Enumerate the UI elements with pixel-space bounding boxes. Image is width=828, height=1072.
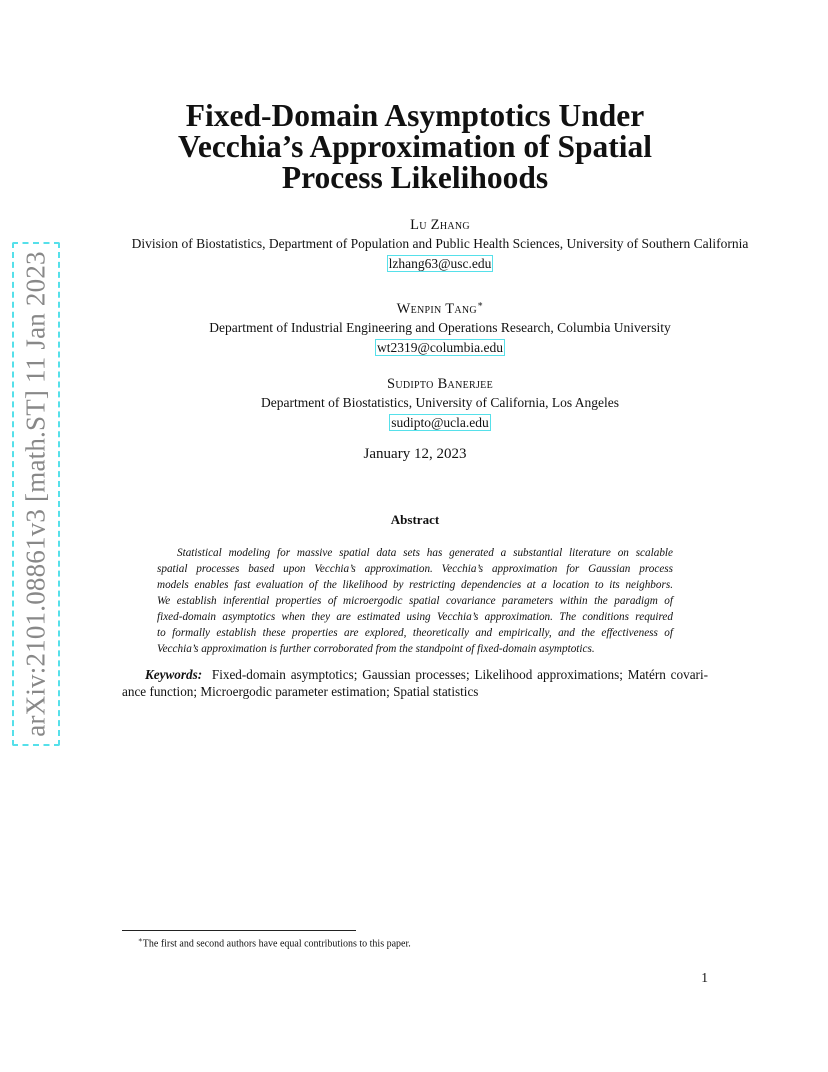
author-block-tang bbox=[100, 295, 780, 357]
keywords-text: Fixed-domain asymptotics; Gaussian processes; Likelihood approximations; Matérn covari- bbox=[211, 667, 708, 682]
abstract-heading: Abstract bbox=[390, 512, 440, 527]
author-name: Lu Zhang bbox=[410, 217, 470, 233]
paper-date: January 12, 2023 bbox=[363, 446, 467, 462]
keywords-line bbox=[122, 666, 708, 683]
arxiv-stamp-text[interactable]: arXiv:2101.08861v3 [math.ST] 11 Jan 2023 bbox=[20, 251, 51, 737]
paper-title bbox=[120, 100, 710, 193]
footnote-marker[interactable]: ∗ bbox=[476, 299, 484, 309]
abstract-line: spatial processes based upon Vecchia’s approximation. Vecchia’s approximation for Gaussian process bbox=[157, 563, 673, 575]
abstract-line: Statistical modeling for massive spatial data sets has generated a substantial literature on scalable bbox=[177, 547, 673, 559]
keywords bbox=[122, 666, 708, 700]
title-line: Process Likelihoods bbox=[281, 160, 549, 195]
footnote-mark: ∗ bbox=[138, 936, 143, 944]
page-number: 1 bbox=[701, 970, 708, 985]
abstract-line: to formally establish these properties are explored, theoretically and empirically, and the effectiveness of bbox=[157, 627, 673, 639]
author-affiliation: Department of Industrial Engineering and Operations Research, Columbia University bbox=[209, 319, 671, 335]
title-line: Fixed-Domain Asymptotics Under bbox=[185, 98, 645, 133]
abstract-body bbox=[157, 545, 673, 657]
abstract-line: fixed-domain asymptotics when they are estimated using Vecchia’s approximation. The conditions required bbox=[157, 611, 673, 623]
keywords-label: Keywords: bbox=[145, 667, 203, 682]
abstract-line: We establish inferential properties of microergodic spatial covariance parameters within the paradigm of bbox=[157, 595, 673, 607]
author-block-banerjee bbox=[100, 375, 780, 432]
author-affiliation: Department of Biostatistics, University of California, Los Angeles bbox=[260, 395, 620, 410]
abstract-line: Vecchia’s approximation is further corroborated from the standpoint of fixed-domain asymptotics. bbox=[157, 643, 595, 655]
author-email-link[interactable]: lzhang63@usc.edu bbox=[388, 256, 492, 271]
author-name: Sudipto Banerjee bbox=[387, 376, 493, 392]
author-affiliation: Division of Biostatistics, Department of Population and Public Health Sciences, University of Southern California bbox=[131, 236, 749, 251]
author-email-link[interactable]: sudipto@ucla.edu bbox=[391, 415, 489, 430]
abstract-line: models enables fast evaluation of the likelihood by restricting dependencies at a location to its neighbors. bbox=[157, 579, 673, 591]
footnote bbox=[138, 934, 411, 950]
author-name: Wenpin Tang∗ bbox=[396, 299, 484, 317]
arxiv-stamp[interactable] bbox=[12, 242, 60, 746]
author-email-link[interactable]: wt2319@columbia.edu bbox=[376, 339, 504, 355]
footnote-divider bbox=[122, 930, 356, 931]
author-block-zhang bbox=[100, 216, 780, 273]
footnote-text: The first and second authors have equal contributions to this paper. bbox=[142, 938, 411, 950]
title-line: Vecchia’s Approximation of Spatial bbox=[177, 129, 652, 164]
keywords-line: ance function; Microergodic parameter estimation; Spatial statistics bbox=[122, 684, 479, 699]
